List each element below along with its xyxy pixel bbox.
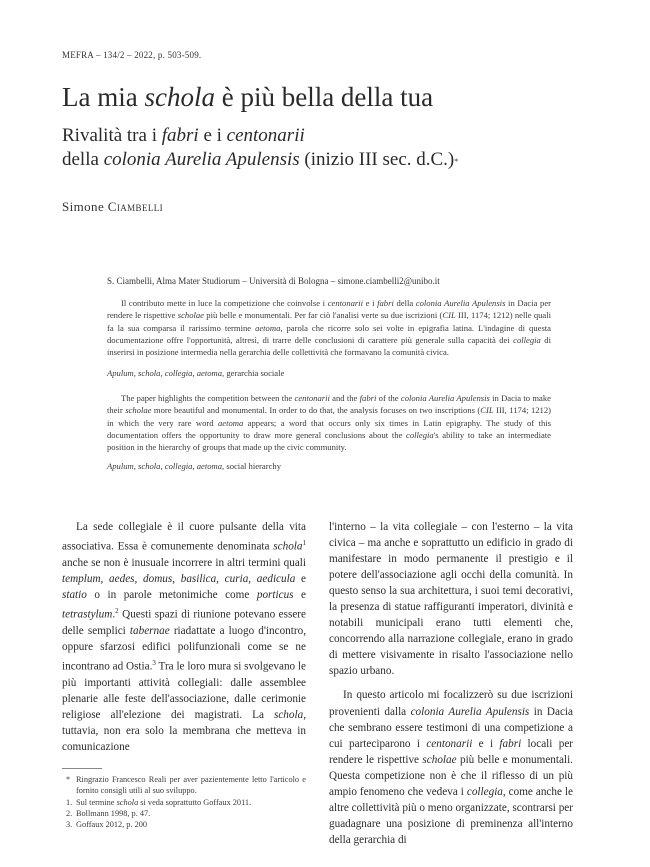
keywords-english (107, 461, 281, 471)
title-part-1: La mia (62, 82, 145, 112)
subtitle-italic: fabri (161, 125, 199, 146)
footnote-text: Goffaux 2012, p. 200 (76, 820, 148, 830)
footnotes (62, 774, 306, 830)
subtitle-text: (inizio III sec. d.C.) (299, 149, 455, 170)
footnote-item (62, 808, 306, 819)
author-name (62, 199, 163, 215)
subtitle-text: Rivalità tra i (62, 125, 162, 146)
footnote-mark: * (66, 775, 71, 784)
footnote-text: Ringrazio Francesco Reali per aver pazientemente letto l'articolo e fornito consigli utili al suo sviluppo. (76, 775, 306, 796)
abstract-italian-text: Il contributo mette in luce la competizione che coinvolse i centonarii e i fabri della colonia Aurelia Apulensis in Dacia per rendere le rispettive scholae più belle e monumentali. Per far ciò l'analisi verte su due iscrizioni (CIL III, 1174; 1212) nelle quali fa la sua comparsa il rarissimo termine aetoma, parola che ricorre solo sei volte in epigrafia latina. L'indagine di questa documentazione offre l'opportunità, altresì, di trarre delle conclusioni di carattere più generale sulla capacità dei collegia di inserirsi in posizione intermedia nella gerarchia delle collettività che formavano la comunità civica. (107, 298, 552, 358)
footnote-item (62, 797, 306, 808)
body-paragraph: In questo articolo mi focalizzerò su due iscrizioni provenienti dalla colonia Aurelia Apulensis in Dacia che sembrano essere testimoni di una competizione a cui parteciparono i centonarii e i fabri locali per rendere le rispettive scholae più belle e monumentali. Questa competizione non è che il riflesso di un più ampio fenomeno che vedeva i collegia, come anche le altre collettività più o meno organizzate, scontrarsi per guadagnare una posizione di preminenza all'interno della gerarchia di (329, 689, 574, 846)
keywords-italian (107, 368, 284, 378)
subtitle-line-2 (62, 148, 458, 172)
title-italic: schola (144, 82, 215, 112)
footnote-mark: 3. (66, 820, 73, 830)
abstract-english (107, 392, 551, 453)
body-paragraph: La sede collegiale è il cuore pulsante della vita associativa. Essa è comunemente denominata schola$^1$ anche se non è inusuale incorrere in altri termini quali templum, aedes, domus, basilica, curia, aedicula e statio o in parole metonimiche come porticus e tetrastylum.$^2$ Questi spazi di riunione potevano essere delle semplici tabernae riadattate a luogo d'incontro, oppure sfarzosi edifici polifunzionali come se ne incontrano ad Ostia.$^3$ Tra le loro mura si svolgevano le più importanti attività collegiali: dalle assemblee plenarie alle feste dell'associazione, dalle cerimonie religiose all'elezione dei magistrati. La schola, tuttavia, non era solo la membrana che metteva in comunicazione (62, 521, 307, 753)
footnote-item (62, 774, 306, 797)
subtitle-italic: colonia Aurelia Apulensis (103, 149, 300, 170)
footnote-text: Bollmann 1998, p. 47. (76, 808, 151, 818)
journal-header: MEFRA – 134/2 – 2022, p. 503-509. (62, 50, 202, 60)
body-paragraph: l'interno – la vita collegiale – con l'esterno – la vita civica – ma anche e soprattutto un edificio in grado di manifestare in modo permanente il prestigio e il potere dell'associazione agli occhi della comunità. In questo senso la sua architettura, i suoi temi decorativi, la presenza di statue raffiguranti imperatori, divinità e notabili municipali erano tutti elementi che, concorrendo alla narrazione collegiale, erano in grado di mettere visivamente in risalto l'associazione nello spazio urbano. (329, 521, 573, 678)
subtitle-text: e i (198, 125, 227, 146)
keywords-italic: Apulum, schola, collegia, aetoma, (107, 461, 225, 471)
footnote-text: Sul termine schola si veda soprattutto Goffaux 2011. (76, 797, 252, 807)
body-column-right (329, 519, 573, 848)
keywords-plain: social hierarchy (224, 461, 281, 471)
title-part-2: è più bella della tua (214, 82, 434, 112)
footnote-mark: 1. (66, 797, 73, 807)
abstract-italian (107, 297, 551, 358)
footnote-ref[interactable]: 1 (302, 539, 306, 548)
author-first-name: Simone (62, 199, 108, 214)
keywords-italic: Apulum, schola, collegia, aetoma, (107, 368, 225, 378)
footnote-marker: * (454, 157, 459, 166)
subtitle-text: della (62, 149, 104, 170)
footnote-mark: 2. (66, 808, 73, 818)
author-last-name: Ciambelli (107, 199, 164, 214)
article-subtitle (62, 124, 458, 172)
footnote-ref[interactable]: 2 (115, 606, 119, 615)
subtitle-line-1 (62, 124, 458, 148)
footnote-item (62, 819, 306, 830)
subtitle-italic: centonarii (226, 125, 305, 146)
body-column-left (62, 519, 306, 755)
article-title (62, 82, 433, 113)
footnote-divider (62, 768, 102, 769)
author-affiliation: S. Ciambelli, Alma Mater Studiorum – Università di Bologna – simone.ciambelli2@unibo.it (107, 276, 440, 286)
abstract-english-text: The paper highlights the competition between the centonarii and the fabri of the colonia Aurelia Apulensis in Dacia to make their scholae more beautiful and monumental. In order to do that, the analysis focuses on two inscriptions (CIL III, 1174; 1212) in which the very rare word aetoma appears; a word that occurs only six times in Latin epigraphy. The study of this documentation offers the opportunity to draw more general conclusions about the collegia's ability to take an intermediate position in the hierarchy of groups that made up the civic community. (107, 393, 552, 453)
keywords-plain: gerarchia sociale (224, 368, 285, 378)
footnote-ref[interactable]: 3 (152, 658, 156, 667)
